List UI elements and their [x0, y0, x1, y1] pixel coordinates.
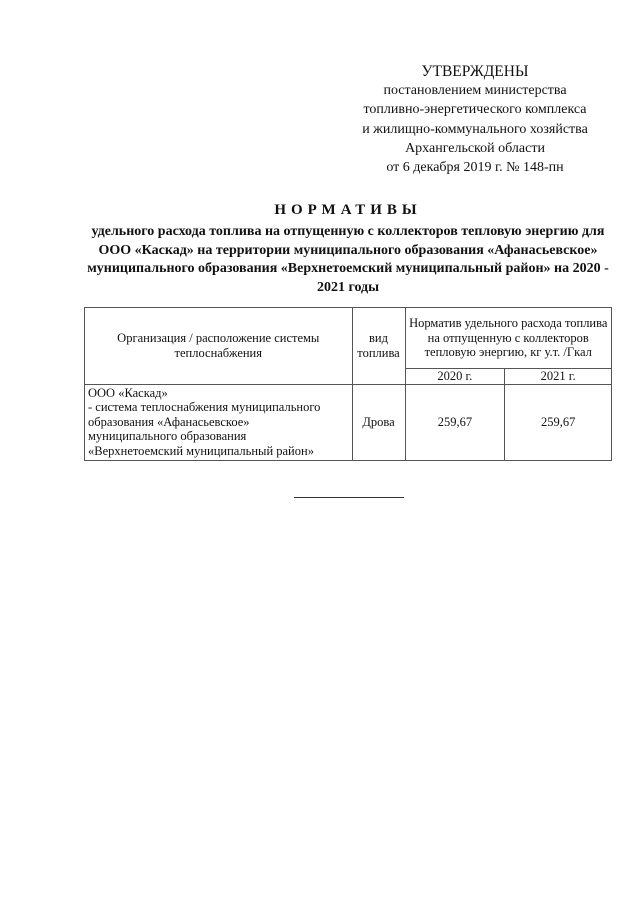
- header-org: Организация / расположение системы теплоснабжения: [85, 308, 353, 385]
- cell-org: [85, 384, 353, 460]
- org-line: муниципального образования: [88, 429, 247, 443]
- approval-line: Архангельской области: [405, 140, 545, 156]
- cell-2021: 259,67: [505, 384, 612, 460]
- document-title: [84, 201, 612, 298]
- end-rule: [294, 497, 404, 498]
- org-line: образования «Афанасьевское»: [88, 414, 250, 429]
- header-2020: 2020 г.: [405, 369, 505, 385]
- table-row: [85, 384, 612, 460]
- approval-block: [330, 62, 620, 177]
- approval-line: топливно-энергетического комплекса: [363, 102, 587, 118]
- header-fuel: вид топлива: [352, 308, 405, 385]
- title-subtitle: удельного расхода топлива на отпущенную с коллекторов тепловую энергию для ООО «Каскад» на территории муниципального образования «Афанасьевское» муниципального образования «Верхнетоемский муниципальный район» на 2020 - 2021 годы: [87, 223, 609, 296]
- org-line: «Верхнетоемский муниципальный район»: [88, 443, 314, 458]
- approval-line: постановлением министерства: [383, 83, 567, 99]
- approval-line: и жилищно-коммунального хозяйства: [362, 121, 588, 137]
- org-line: ООО «Каскад»: [88, 385, 168, 400]
- approval-heading: УТВЕРЖДЕНЫ: [421, 63, 529, 80]
- header-2021: 2021 г.: [505, 369, 612, 385]
- title-main: НОРМАТИВЫ: [274, 202, 422, 218]
- norms-table: [84, 307, 612, 461]
- approval-line: от 6 декабря 2019 г. № 148-пн: [386, 160, 564, 176]
- cell-fuel: Дрова: [352, 384, 405, 460]
- cell-2020: 259,67: [405, 384, 505, 460]
- header-norm: Норматив удельного расхода топлива на отпущенную с коллекторов тепловую энергию, кг у.т. /Гкал: [405, 308, 612, 369]
- org-line: - система теплоснабжения муниципального: [88, 400, 321, 414]
